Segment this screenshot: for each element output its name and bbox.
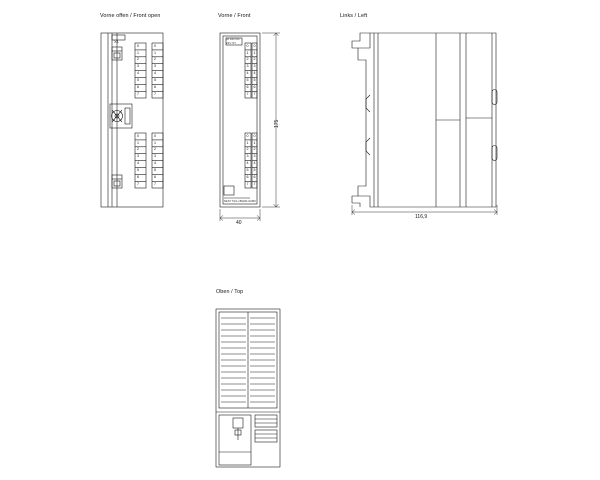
view-label-front-open: Vorne offen / Front open [100,13,161,19]
view-label-left: Links / Left [340,13,368,19]
dimension-width-label: 40 [236,220,242,226]
module-type-text: DI 16x DC [226,36,240,41]
module-order-number-text: 6ES7 521-1BH00-0AB0 [224,198,256,203]
connector-label-x1: X1 [114,38,119,44]
view-label-top: Oben / Top [216,289,244,295]
dimension-drawing-canvas: Vorne offen / Front open Vorne / Front Links / Left Oben / Top 0 1 2 3 4 5 6 7 0 1 2 3 4 5 6 7 0 1 2 3 4 5 6 7 0 1 2 3 4 5 6 7 X1 0 1 2 3 4 5 6 7 0 1 2 3 4 5 6 7 0 1 2 3 4 5 6 7 0 1 2 3 4 5 6 7 DI 16x DC 24V ST 6ES7 521-1BH00-0AB0 175 40 116,9 [0,0,600,480]
view-left [352,33,497,207]
view-top [216,309,280,467]
dimension-depth-label: 116,9 [415,214,428,220]
view-label-front: Vorne / Front [218,13,251,19]
module-voltage-text: 24V ST [226,40,237,45]
dimension-height-label: 175 [274,119,280,128]
dimension-lines-front [220,33,280,221]
